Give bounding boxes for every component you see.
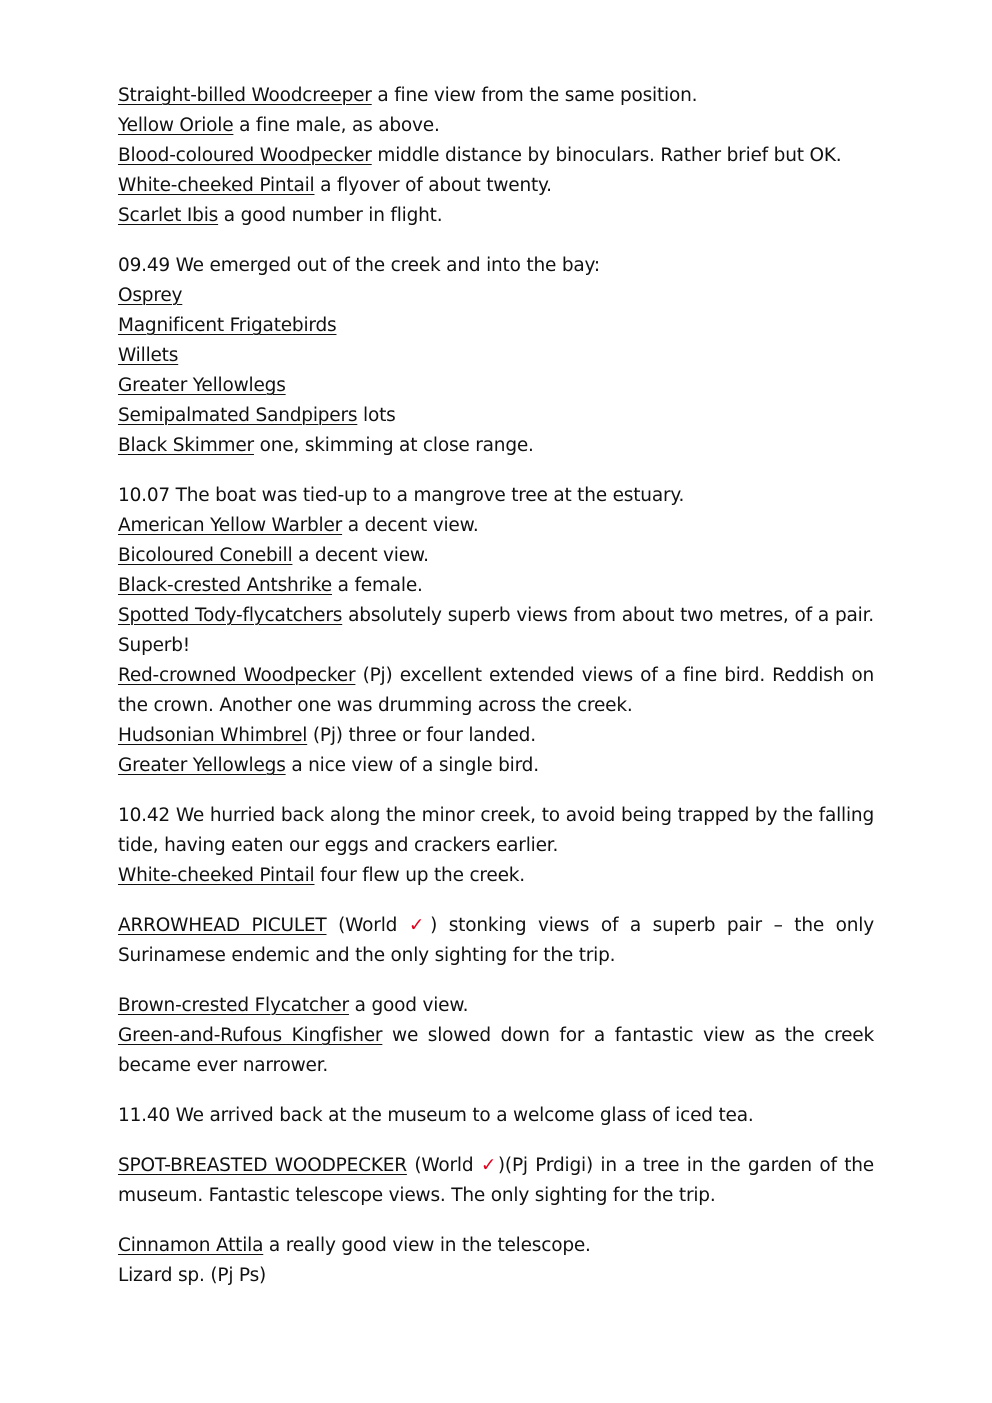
species-name: Willets <box>118 345 179 366</box>
time-entry: 09.49 We emerged out of the creek and into the bay: <box>118 255 600 276</box>
sighting-note: ) stonking views of a superb pair – the only Surinamese endemic and the only sighting for the trip. <box>118 915 874 966</box>
species-name: Yellow Oriole <box>118 115 234 136</box>
sighting-entry <box>118 541 874 571</box>
sighting-note: absolutely superb views from about two metres, of a pair. Superb! <box>118 605 874 656</box>
paragraph-bay <box>118 251 874 461</box>
sighting-entry: Lizard sp. (Pj Ps) <box>118 1265 267 1286</box>
sighting-note: a fine male, as above. <box>233 115 440 136</box>
sighting-note: a good view. <box>348 995 469 1016</box>
sighting-entry <box>118 751 874 781</box>
paragraph-woodcreeper-list <box>118 81 874 231</box>
species-name: Osprey <box>118 285 183 306</box>
species-name: Green-and-Rufous Kingfisher <box>118 1025 383 1046</box>
sighting-entry <box>118 401 874 431</box>
checkmark-icon: ✓ <box>480 1155 498 1176</box>
paragraph-museum-return <box>118 1101 874 1131</box>
sighting-entry <box>118 511 874 541</box>
sighting-entry <box>118 81 874 111</box>
species-name: Cinnamon Attila <box>118 1235 264 1256</box>
sighting-note: (Pj) excellent extended views of a fine bird. Reddish on the crown. Another one was drumming across the creek. <box>118 665 875 716</box>
paragraph-attila <box>118 1231 874 1291</box>
sighting-entry <box>118 721 874 751</box>
sighting-entry <box>118 201 874 231</box>
sighting-note: a fine view from the same position. <box>371 85 698 106</box>
document-page <box>118 81 874 1311</box>
species-name: American Yellow Warbler <box>118 515 343 536</box>
sighting-note: a decent view. <box>342 515 479 536</box>
species-name: Brown-crested Flycatcher <box>118 995 349 1016</box>
sighting-entry <box>118 861 874 891</box>
sighting-entry <box>118 991 874 1021</box>
time-entry: 10.07 The boat was tied-up to a mangrove tree at the estuary. <box>118 485 685 506</box>
sighting-entry <box>118 911 874 971</box>
sighting-note: (World <box>406 1155 481 1176</box>
sighting-note: a nice view of a single bird. <box>285 755 539 776</box>
sighting-entry <box>118 371 874 401</box>
species-name: Magnificent Frigatebirds <box>118 315 337 336</box>
sighting-note: one, skimming at close range. <box>253 435 534 456</box>
sighting-note: a good number in flight. <box>218 205 443 226</box>
paragraph-arrowhead-piculet <box>118 911 874 971</box>
sighting-entry <box>118 311 874 341</box>
species-name: Red-crowned Woodpecker <box>118 665 356 686</box>
sighting-note: )(Pj Prdigi) in a tree in the garden of the museum. Fantastic telescope views. The only sighting for the trip. <box>118 1155 874 1206</box>
sighting-entry <box>118 1231 874 1261</box>
sighting-entry <box>118 661 874 721</box>
paragraph-minor-creek <box>118 801 874 891</box>
species-name: Scarlet Ibis <box>118 205 219 226</box>
species-name: Spotted Tody-flycatchers <box>118 605 343 626</box>
species-name: Hudsonian Whimbrel <box>118 725 308 746</box>
time-entry: 11.40 We arrived back at the museum to a welcome glass of iced tea. <box>118 1105 754 1126</box>
time-entry: 10.42 We hurried back along the minor creek, to avoid being trapped by the falling tide, having eaten our eggs and crackers earlier. <box>118 805 874 856</box>
sighting-note: middle distance by binoculars. Rather brief but OK. <box>371 145 842 166</box>
species-name: White-cheeked Pintail <box>118 175 315 196</box>
sighting-note: four flew up the creek. <box>314 865 525 886</box>
sighting-note: (World <box>326 915 409 936</box>
sighting-entry <box>118 281 874 311</box>
species-name: Black-crested Antshrike <box>118 575 332 596</box>
species-name: Straight-billed Woodcreeper <box>118 85 372 106</box>
species-name: Bicoloured Conebill <box>118 545 293 566</box>
sighting-note: (Pj) three or four landed. <box>307 725 536 746</box>
sighting-entry <box>118 141 874 171</box>
checkmark-icon: ✓ <box>408 915 431 936</box>
species-name: Blood-coloured Woodpecker <box>118 145 372 166</box>
species-name: Greater Yellowlegs <box>118 755 286 776</box>
species-name: Greater Yellowlegs <box>118 375 286 396</box>
sighting-note: a female. <box>331 575 423 596</box>
sighting-note: a flyover of about twenty. <box>314 175 552 196</box>
sighting-entry <box>118 1151 874 1211</box>
species-name: ARROWHEAD PICULET <box>118 915 327 936</box>
sighting-note: a decent view. <box>292 545 429 566</box>
sighting-entry <box>118 341 874 371</box>
sighting-entry <box>118 571 874 601</box>
sighting-note: a really good view in the telescope. <box>263 1235 591 1256</box>
species-name: White-cheeked Pintail <box>118 865 315 886</box>
paragraph-flycatcher-kingfisher <box>118 991 874 1081</box>
sighting-entry <box>118 171 874 201</box>
species-name: Semipalmated Sandpipers <box>118 405 358 426</box>
species-name: SPOT-BREASTED WOODPECKER <box>118 1155 407 1176</box>
sighting-entry <box>118 1021 874 1081</box>
species-name: Black Skimmer <box>118 435 254 456</box>
sighting-entry <box>118 431 874 461</box>
sighting-entry <box>118 111 874 141</box>
sighting-note: lots <box>357 405 396 426</box>
sighting-entry <box>118 601 874 661</box>
paragraph-spot-breasted-woodpecker <box>118 1151 874 1211</box>
paragraph-estuary <box>118 481 874 781</box>
sighting-note: we slowed down for a fantastic view as the creek became ever narrower. <box>118 1025 874 1076</box>
